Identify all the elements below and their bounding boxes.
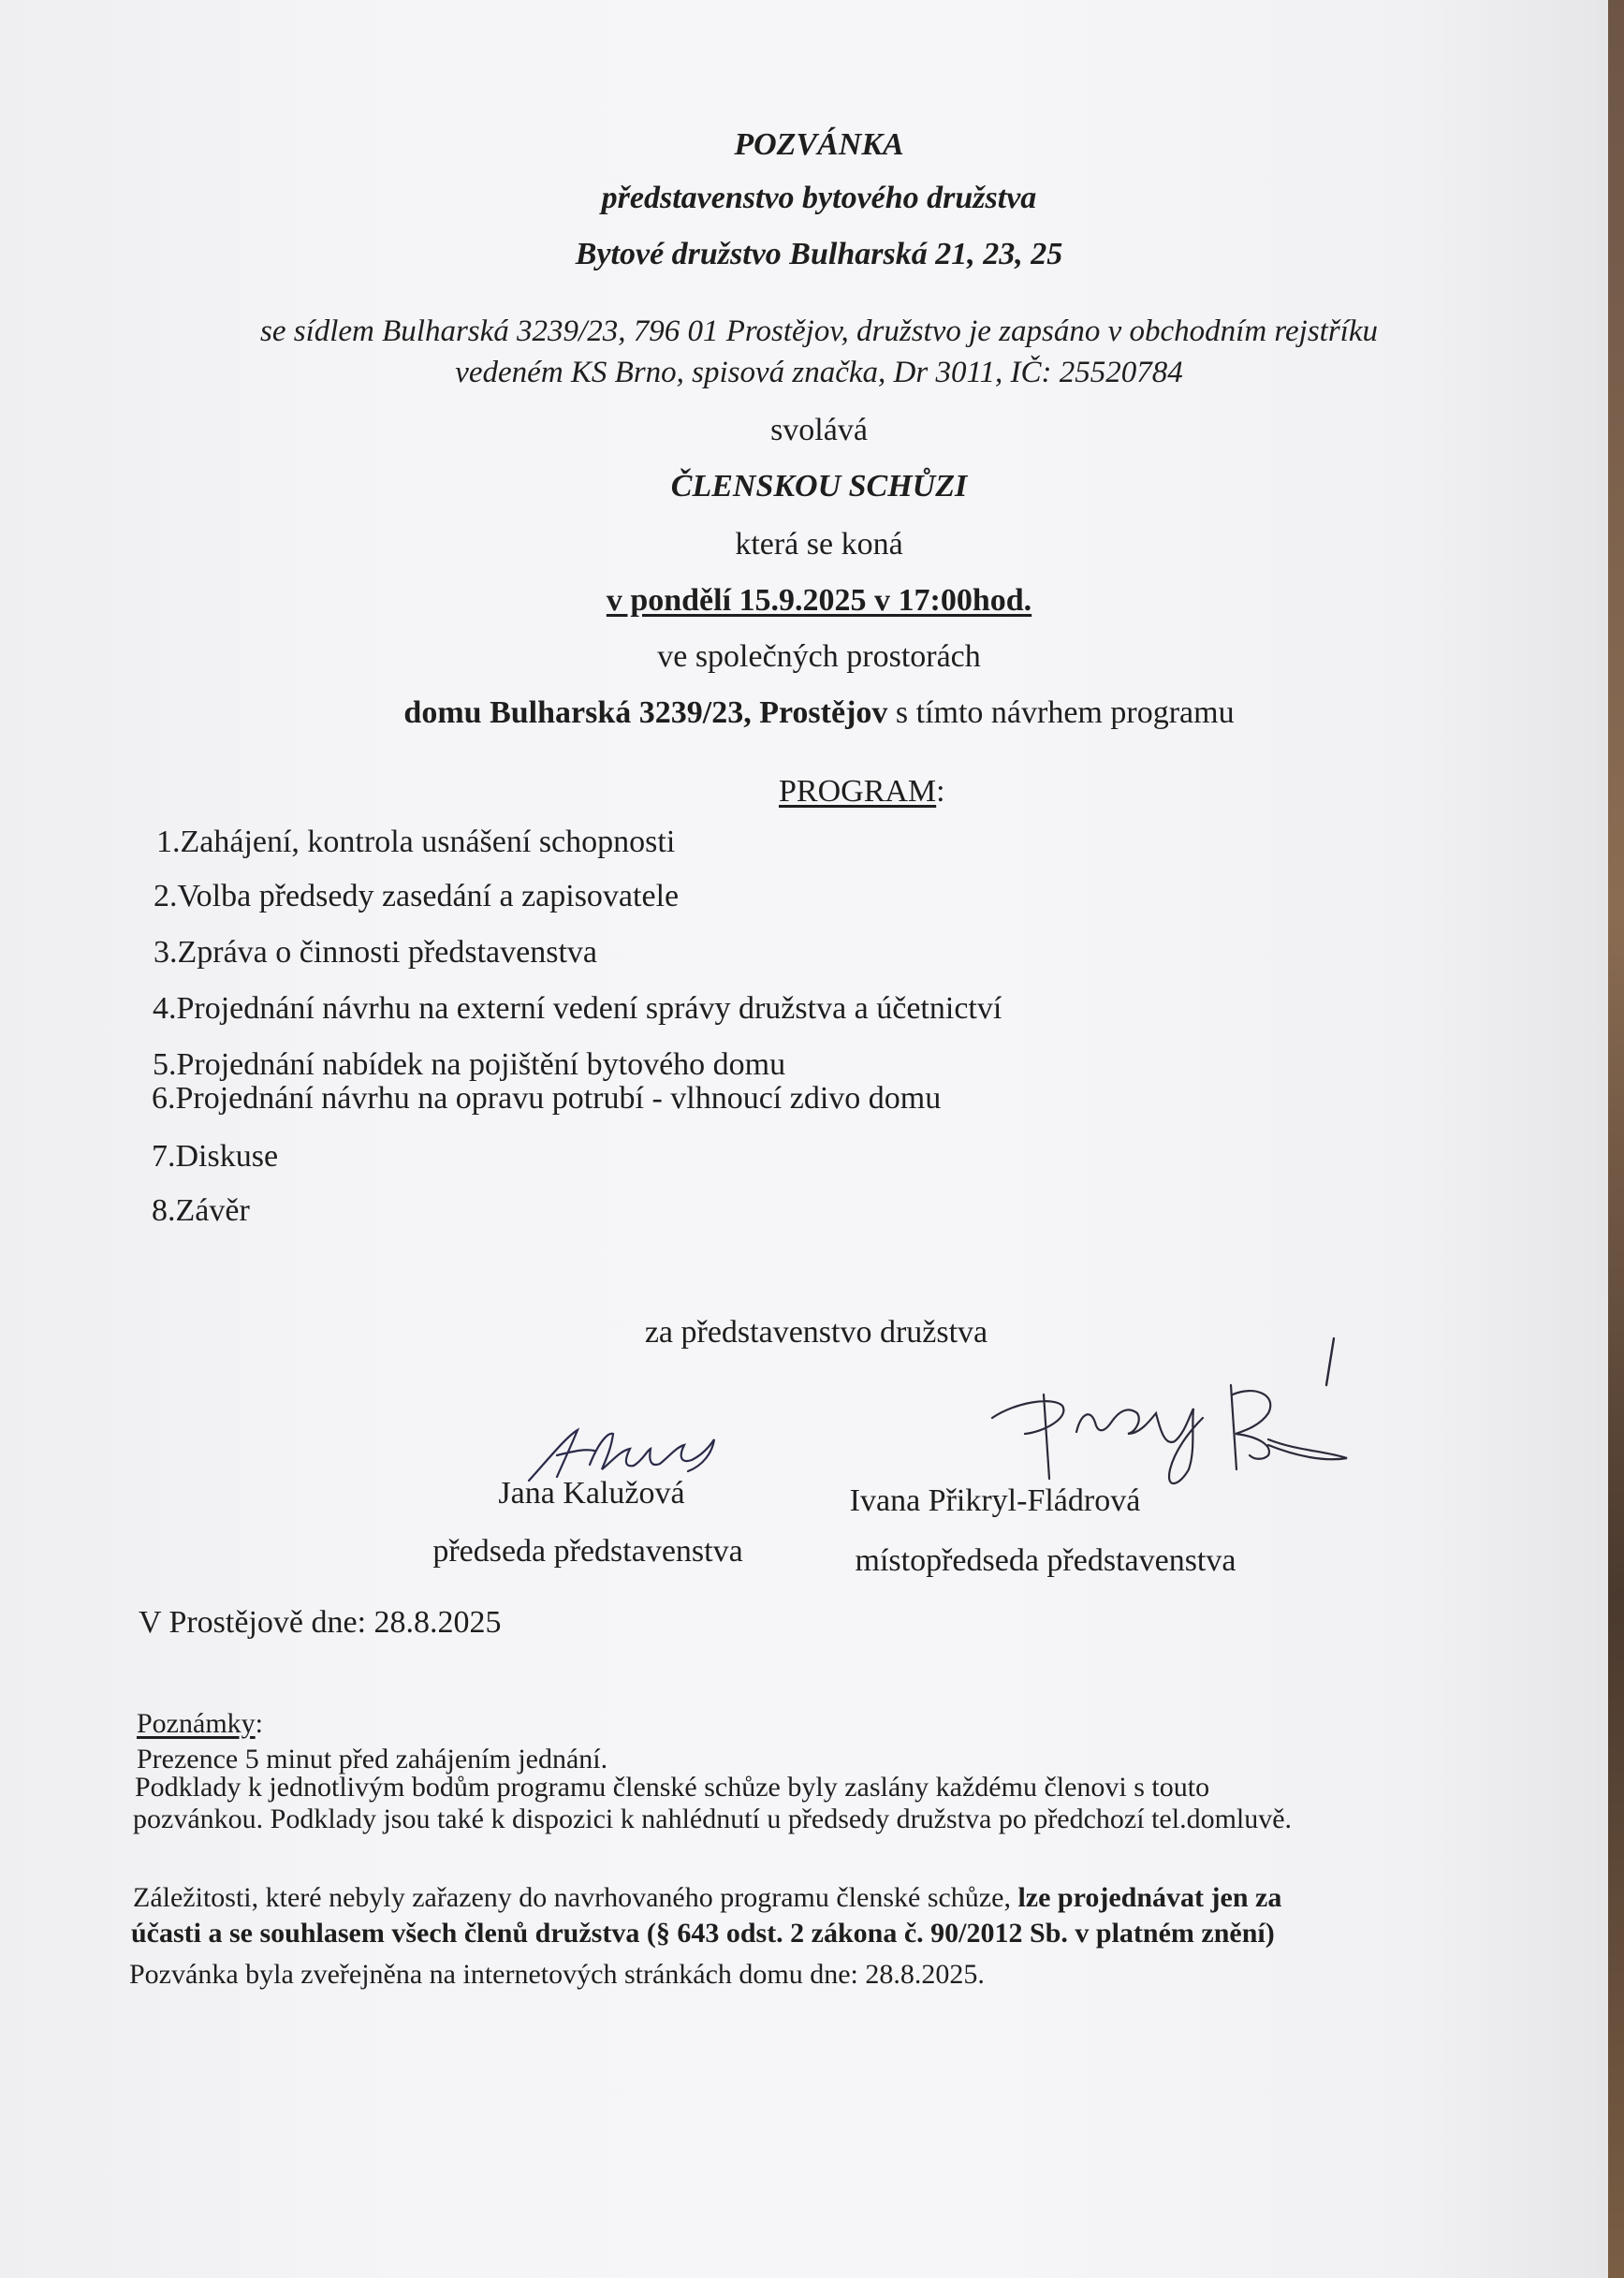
document-title: POZVÁNKA <box>734 127 904 162</box>
meeting-name: ČLENSKOU SCHŮZI <box>670 469 968 504</box>
convenes-text: svolává <box>770 413 868 447</box>
for-board-text: za představenstvo družstva <box>644 1315 988 1350</box>
notes-line-4-bold: lze projednávat jen za <box>1017 1882 1282 1913</box>
notes-line-4-normal: Záležitosti, které nebyly zařazeny do navrhovaného programu členské schůze, <box>133 1882 1018 1913</box>
notes-line-6: Pozvánka byla zveřejněna na internetových stránkách domu dne: 28.8.2025. <box>129 1959 985 1990</box>
notes-heading-text: Poznámky <box>137 1708 256 1739</box>
background-edge <box>1608 0 1624 2278</box>
program-item-6: 6.Projednání návrhu na opravu potrubí - vlhnoucí zdivo domu <box>152 1081 942 1116</box>
left-signatory-role: předseda představenstva <box>432 1534 743 1569</box>
program-item-8: 8.Závěr <box>152 1193 250 1228</box>
notes-line-3: pozvánkou. Podklady jsou také k dispozici k nahlédnutí u předsedy družstva po předchozí tel.domluvě. <box>133 1803 1293 1834</box>
left-signatory-name: Jana Kalužová <box>498 1476 685 1511</box>
header-line-2: Bytové družstvo Bulharská 21, 23, 25 <box>575 237 1063 271</box>
seat-line-1: se sídlem Bulharská 3239/23, 796 01 Prostějov, družstvo je zapsáno v obchodním rejstříku <box>259 314 1379 348</box>
notes-heading-colon: : <box>255 1708 263 1739</box>
right-signatory-role: místopředseda představenstva <box>855 1543 1236 1578</box>
notes-line-1: Prezence 5 minut před zahájením jednání. <box>137 1744 608 1774</box>
program-heading-colon: : <box>936 774 945 809</box>
program-item-4: 4.Projednání návrhu na externí vedení správy družstva a účetnictví <box>153 991 1002 1026</box>
place-intro: ve společných prostorách <box>657 639 981 674</box>
meeting-place <box>403 694 1234 732</box>
seat-line-2: vedeném KS Brno, spisová značka, Dr 3011, IČ: 25520784 <box>455 356 1183 389</box>
program-item-2: 2.Volba předsedy zasedání a zapisovatele <box>154 879 680 913</box>
header-line-1: představenstvo bytového družstva <box>601 181 1037 215</box>
place-rest: s tímto návrhem programu <box>887 695 1235 730</box>
meeting-datetime: v pondělí 15.9.2025 v 17:00hod. <box>606 583 1032 618</box>
program-item-7: 7.Diskuse <box>152 1139 279 1174</box>
right-handwritten-signature <box>988 1329 1362 1502</box>
notes-line-2: Podklady k jednotlivým bodům programu členské schůze byly zaslány každému členovi s touto <box>135 1772 1210 1803</box>
right-signatory-name: Ivana Přikryl-Fládrová <box>849 1483 1141 1518</box>
notes-heading <box>137 1709 263 1739</box>
document-date: V Prostějově dne: 28.8.2025 <box>139 1605 502 1640</box>
program-item-5: 5.Projednání nabídek na pojištění bytového domu <box>153 1047 786 1082</box>
program-heading-text: PROGRAM <box>779 774 937 809</box>
place-address: domu Bulharská 3239/23, Prostějov <box>403 695 888 730</box>
program-heading <box>779 773 945 810</box>
program-item-1: 1.Zahájení, kontrola usnášení schopnosti <box>156 825 676 859</box>
notes-line-4 <box>133 1883 1281 1913</box>
held-text: která se koná <box>735 527 903 562</box>
program-item-3: 3.Zpráva o činnosti představenstva <box>154 935 597 970</box>
notes-line-5: účasti a se souhlasem všech členů družstva (§ 643 odst. 2 zákona č. 90/2012 Sb. v platném znění) <box>131 1918 1275 1949</box>
